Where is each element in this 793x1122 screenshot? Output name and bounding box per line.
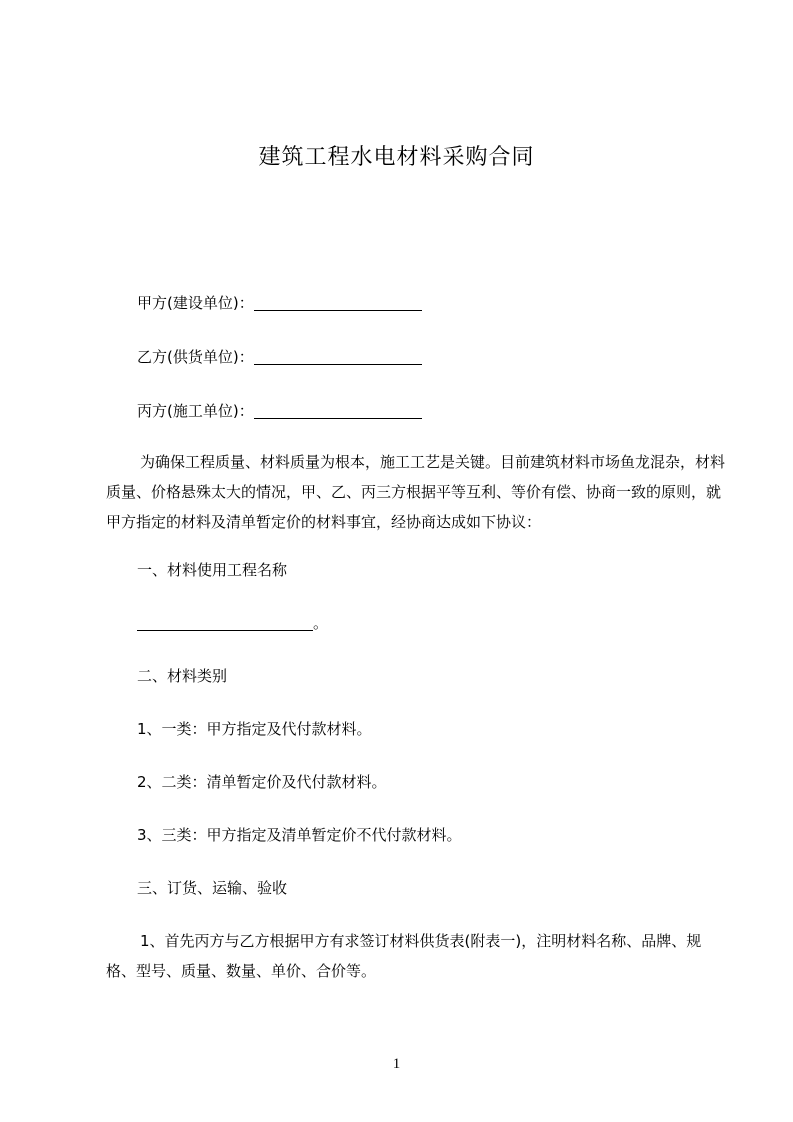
page-number: 1 [392,1056,401,1072]
section-2-item-1: 1、一类：甲方指定及代付款材料。 [137,720,372,738]
section-3-heading: 三、订货、运输、验收 [137,879,288,897]
party-a-line [137,292,422,313]
section-1-blank-line [137,612,328,633]
section-3-item-1: 1、首先丙方与乙方根据甲方有求签订材料供货表(附表一)，注明材料名称、品牌、规格、型号、质量、数量、单价、合价等。 [106,932,702,980]
party-b-blank [254,349,422,365]
document-title: 建筑工程水电材料采购合同 [258,145,535,170]
section-2-item-2: 2、二类：清单暂定价及代付款材料。 [137,773,387,791]
party-c-label: 丙方(施工单位)： [137,402,254,420]
party-c-line [137,400,422,421]
section-2-item-3: 3、三类：甲方指定及清单暂定价不代付款材料。 [137,826,462,844]
section-1-heading: 一、材料使用工程名称 [137,561,288,579]
party-a-label: 甲方(建设单位)： [137,294,254,312]
project-name-blank [137,615,313,631]
intro-paragraph: 为确保工程质量、材料质量为根本，施工工艺是关键。目前建筑材料市场鱼龙混杂，材料质量、价格悬殊太大的情况，甲、乙、丙三方根据平等互利、等价有偿、协商一致的原则，就甲方指定的材料及清单暂定价的材料事宜，经协商达成如下协议： [106,453,726,531]
party-c-blank [254,403,422,419]
party-b-label: 乙方(供货单位)： [137,348,254,366]
section-1-blank-end: 。 [313,614,329,632]
party-a-blank [254,295,422,311]
section-2-heading: 二、材料类别 [137,667,228,685]
party-b-line [137,346,422,367]
